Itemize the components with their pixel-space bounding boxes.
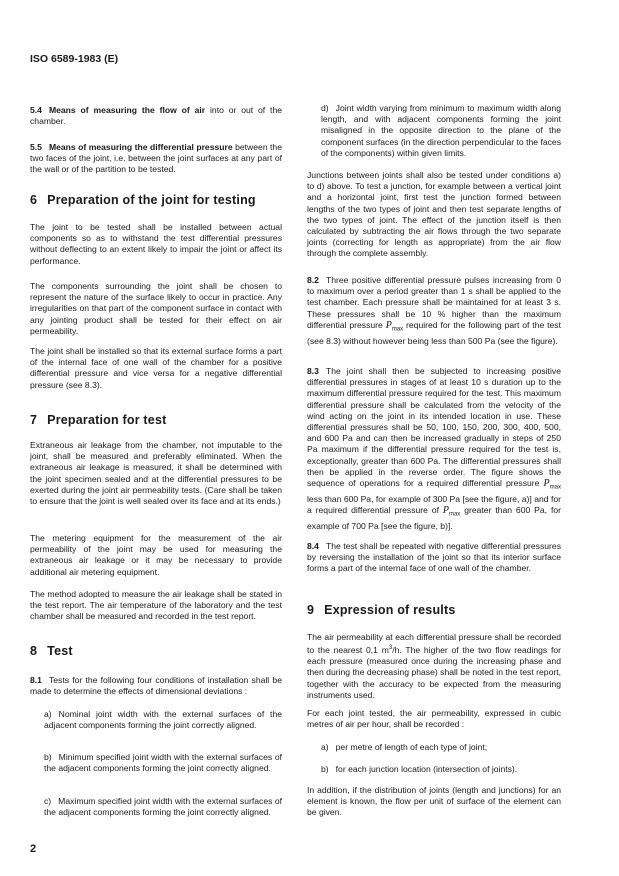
- clause-text: into or out of the chamber.: [30, 105, 283, 127]
- list-text: for each junction location (intersection of joints).: [335, 764, 518, 774]
- clause-5-5: [30, 142, 282, 176]
- paragraph: Junctions between joints shall also be tested under conditions a) to d) above. To test a junction, for example between a vertical joint and a horizontal joint, first test the junction formed between lengths of the two types of joint and then test separate lengths of the two types of joint. The effect of the junction itself is then calculated by subtracting the air flows through the two separate joints (correcting for length as appropriate) from the air flow through the complete assembly.: [307, 170, 561, 259]
- superscript: 3: [388, 645, 393, 652]
- paragraph: Extraneous air leakage from the chamber, not imputable to the joint, shall be measured and preferably eliminated. When the extraneous air leakage is measured, it shall be determined with the joint specimen sealed and at the differential pressures to be exerted during the joint air permeability tests. (Care shall be taken to ensure that the joint is well sealed over its face and at its ends.): [30, 440, 282, 507]
- section-6-heading: [30, 193, 256, 207]
- list-label: a): [44, 709, 52, 719]
- section-9-heading: [307, 603, 455, 617]
- clause-text: Three positive differential pressure pulses increasing from 0 to maximum over a period greater than 1 s shall be applied to the test chamber. Each pressure shall be maintained for at least 3 s. These pressures shall be 10 % higher than the maximum differential pressure: [307, 275, 561, 330]
- clause-number: 8.3: [307, 366, 319, 376]
- list-item: [307, 103, 561, 159]
- section-title: Test: [47, 644, 73, 658]
- clause-text: Tests for the following four conditions of installation shall be made to determine the effects of dimensional deviations :: [30, 675, 282, 697]
- list-text: per metre of length of each type of joint;: [335, 742, 488, 752]
- clause-text: required for the following part of the test (see 8.3) without however being less than 500 Pa (see the figure).: [307, 319, 561, 346]
- clause-number: 5.4: [30, 105, 42, 115]
- symbol: P: [543, 478, 550, 490]
- paragraph: The joint to be tested shall be installed between actual components so as to withstand the test differential pressures without deflecting to an extent likely to impair the joint or affect its performance.: [30, 222, 282, 266]
- section-title: Expression of results: [324, 603, 456, 617]
- clause-number: 5.5: [30, 142, 42, 152]
- clause-8-3: [307, 366, 561, 532]
- list-item: [30, 796, 282, 818]
- section-number: 9: [307, 603, 315, 617]
- list-label: d): [321, 103, 329, 113]
- clause-title: Means of measuring the flow of air: [48, 105, 206, 115]
- clause-number: 8.1: [30, 675, 42, 685]
- list-text: Nominal joint width with the external surfaces of the adjacent components forming the joint correctly aligned.: [44, 709, 282, 731]
- page-number: 2: [30, 843, 37, 855]
- clause-5-4: [30, 105, 282, 127]
- section-7-heading: [30, 413, 166, 427]
- clause-text: between the two faces of the joint, i.e. between the joint surfaces at any part of the wall or of the partition to be tested.: [30, 142, 282, 175]
- section-number: 8: [30, 644, 38, 658]
- symbol: P: [442, 505, 449, 517]
- paragraph: The components surrounding the joint shall be chosen to represent the nature of the surface likely to occur in practice. Any irregularities on that part of the component surface in contact with any jointing product shall be tested for their effect on air permeability.: [30, 281, 282, 336]
- section-number: 7: [30, 413, 38, 427]
- section-number: 6: [30, 193, 38, 207]
- list-text: Joint width varying from minimum to maximum width along length, and with adjacent components forming the joint misaligned in the opposite direction to the plane of the component surfaces (in the direction perpendicular to the faces of the components) within given limits.: [321, 103, 561, 158]
- clause-text: The test shall be repeated with negative differential pressures by reversing the installation of the joint so that its interior surface forms a part of the internal face of one wall of the chamber.: [307, 541, 561, 574]
- symbol-subscript: max: [549, 484, 561, 491]
- clause-8-1: [30, 675, 282, 697]
- section-title: Preparation for test: [47, 413, 167, 427]
- section-title: Preparation of the joint for testing: [47, 193, 256, 207]
- clause-8-4: [307, 541, 561, 575]
- symbol-subscript: max: [448, 511, 461, 518]
- clause-number: 8.4: [307, 541, 319, 551]
- list-label: a): [321, 742, 329, 752]
- list-item: [30, 752, 282, 774]
- list-label: b): [321, 764, 329, 774]
- clause-number: 8.2: [307, 275, 319, 285]
- symbol: P: [385, 319, 392, 331]
- paragraph: In addition, if the distribution of joints (length and junctions) for an element is known, the flow per unit of surface of the element can be given.: [307, 785, 561, 818]
- document-header: ISO 6589-1983 (E): [30, 53, 119, 65]
- list-text: Minimum specified joint width with the external surfaces of the adjacent components forming the joint correctly aligned.: [44, 752, 282, 774]
- symbol-subscript: max: [391, 326, 404, 333]
- list-label: c): [44, 796, 52, 806]
- section-8-heading: [30, 644, 73, 658]
- clause-text: less than 600 Pa, for example of 300 Pa [see the figure, a)] and for a required differential pressure of: [307, 493, 561, 516]
- paragraph-text: The air permeability at each differential pressure shall be recorded to the nearest 0,1 m: [307, 632, 561, 656]
- list-item: [307, 742, 561, 753]
- list-label: b): [44, 752, 52, 762]
- clause-text: The joint shall then be subjected to increasing positive differential pressures in stages of at least 10 s duration up to the maximum differential pressure required for the test. This maximum differential pressure shall be calculated from the velocity of the wind acting on the joint in its intended location in use. These differential pressures shall be 50, 100, 150, 200, 300, 400, 500, and 600 Pa and can then be increased gradually in steps of 250 Pa maximum if the differential pressure required for the test is, exceptionally, greater than 600 Pa. The differential pressures shall then be applied in the reverse order. The figure shows the sequence of operations for a required differential pressure: [307, 366, 561, 489]
- clause-text: greater than 600 Pa, for example of 700 Pa [see the figure, b)].: [307, 505, 561, 532]
- paragraph: The metering equipment for the measurement of the air permeability of the joint may be used for measuring the extraneous air leakage or it may be necessary to provide additional air metering equipment.: [30, 533, 282, 577]
- list-item: [307, 764, 561, 775]
- clause-title: Means of measuring the differential pressure: [48, 142, 233, 152]
- paragraph: The joint shall be installed so that its external surface forms a part of the internal face of one wall of the chamber for a positive differential pressure and vice versa for a negative differential pressure (see 8.3).: [30, 346, 282, 390]
- clause-8-2: [307, 275, 561, 347]
- list-text: Maximum specified joint width with the external surfaces of the adjacent components forming the joint correctly aligned.: [44, 796, 282, 818]
- paragraph-text: /h. The higher of the two flow readings for each pressure (measured once during the increasing phase and then during the decreasing phase) shall be noted in the test report, together with the accuracy to be expected from the measuring instruments used.: [307, 645, 561, 700]
- list-item: [30, 709, 282, 731]
- paragraph: For each joint tested, the air permeability, expressed in cubic metres of air per hour, shall be recorded :: [307, 708, 561, 730]
- paragraph: [307, 632, 561, 701]
- paragraph: The method adopted to measure the air leakage shall be stated in the test report. The air temperature of the laboratory and the test chamber shall be measured and recorded in the test report.: [30, 589, 282, 622]
